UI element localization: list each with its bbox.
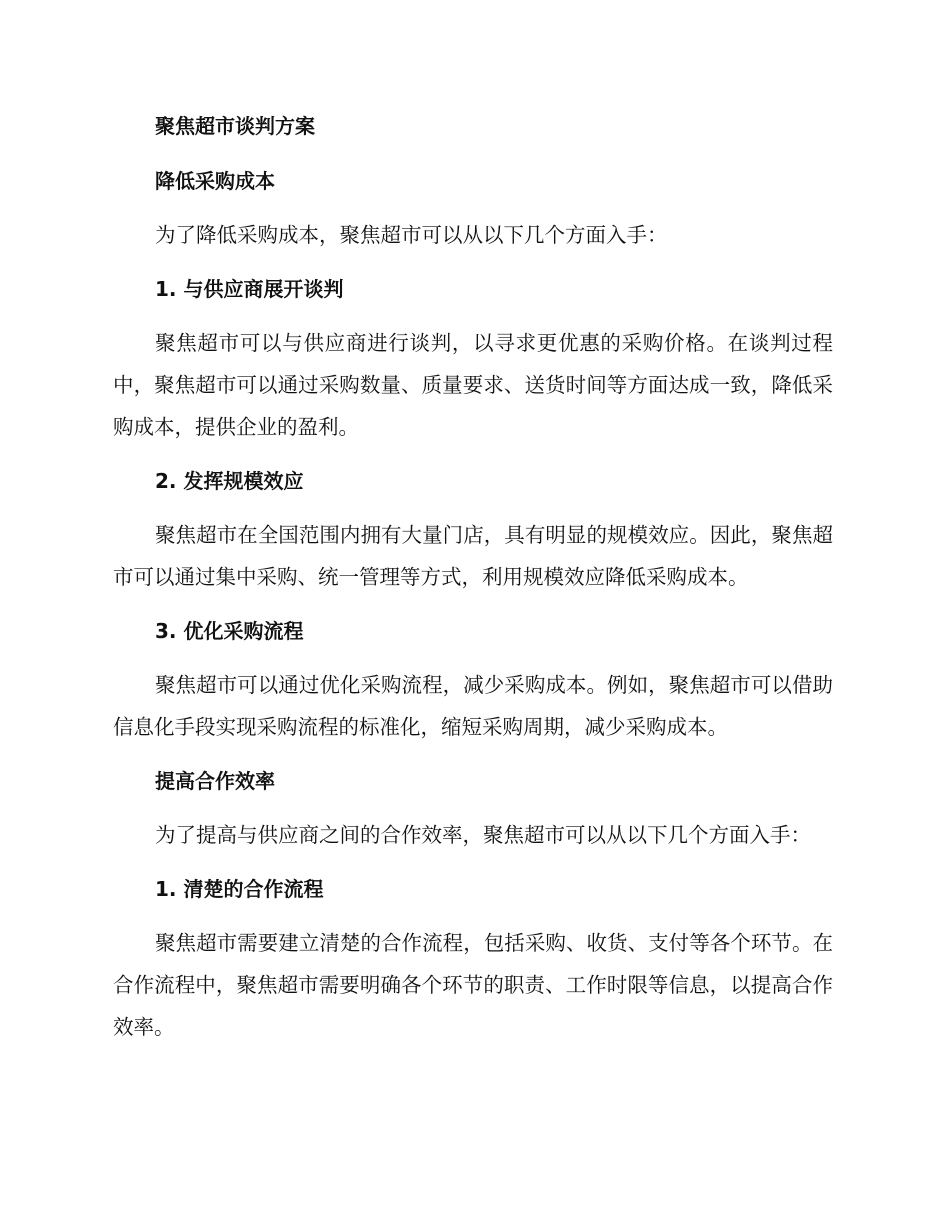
item-heading: 1. 与供应商展开谈判 [155, 277, 344, 301]
document-page [113, 105, 833, 1048]
item-heading: 3. 优化采购流程 [155, 619, 304, 643]
item-body: 聚焦超市需要建立清楚的合作流程，包括采购、收货、支付等各个环节。在合作流程中，聚焦超市需要明确各个环节的职责、工作时限等信息，以提高合作效率。 [113, 931, 833, 1039]
document-title: 聚焦超市谈判方案 [155, 114, 315, 138]
item-body: 聚焦超市可以通过优化采购流程，减少采购成本。例如，聚焦超市可以借助信息化手段实现采购流程的标准化，缩短采购周期，减少采购成本。 [113, 673, 833, 739]
item-body: 聚焦超市在全国范围内拥有大量门店，具有明显的规模效应。因此，聚焦超市可以通过集中采购、统一管理等方式，利用规模效应降低采购成本。 [113, 523, 833, 589]
section-intro: 为了提高与供应商之间的合作效率，聚焦超市可以从以下几个方面入手： [155, 823, 811, 847]
section-heading-cooperation: 提高合作效率 [155, 769, 275, 793]
item-heading: 2. 发挥规模效应 [155, 469, 304, 493]
section-heading-reduce-cost: 降低采购成本 [155, 169, 275, 193]
item-heading: 1. 清楚的合作流程 [155, 877, 324, 901]
item-body: 聚焦超市可以与供应商进行谈判，以寻求更优惠的采购价格。在谈判过程中，聚焦超市可以通过采购数量、质量要求、送货时间等方面达成一致，降低采购成本，提供企业的盈利。 [113, 331, 833, 439]
section-intro: 为了降低采购成本，聚焦超市可以从以下几个方面入手： [155, 223, 668, 247]
